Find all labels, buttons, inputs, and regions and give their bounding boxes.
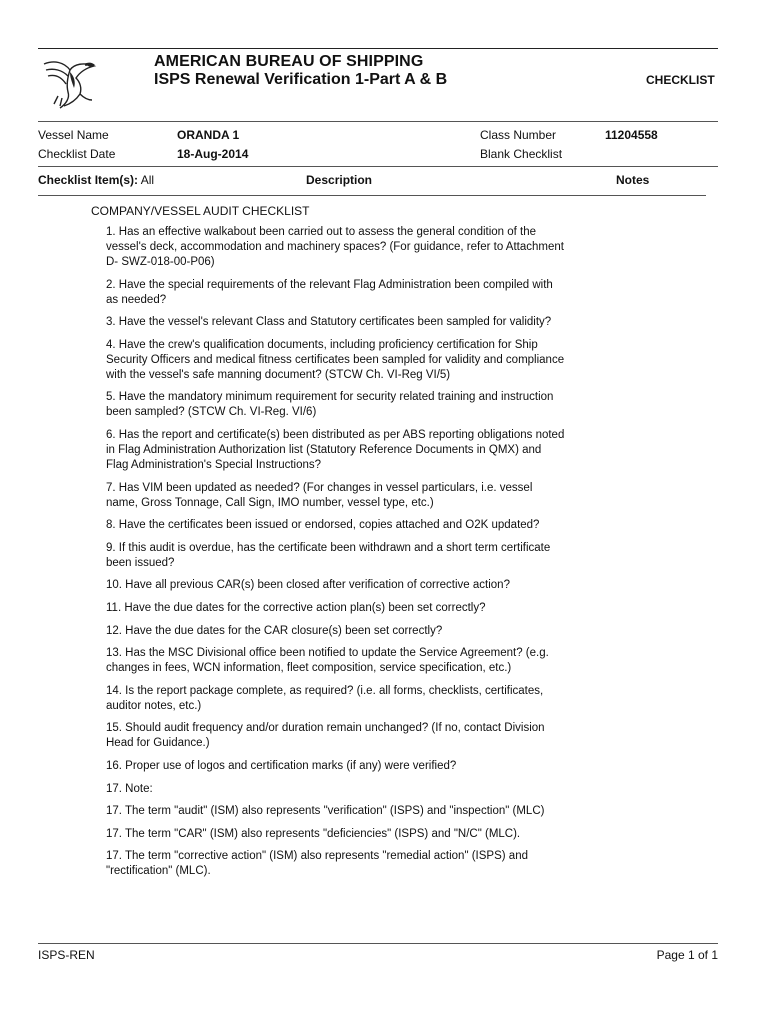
checklist-items-label: Checklist Item(s): [38,173,139,187]
checklist-item: 15. Should audit frequency and/or duration remain unchanged? (If no, contact Division Head for Guidance.) [106,722,545,750]
document-title: ISPS Renewal Verification 1-Part A & B [154,71,448,88]
checklist-item: 17. Note: [106,782,153,795]
checklist-item: 17. The term "audit" (ISM) also represents "verification" (ISPS) and "inspection" (MLC) [106,805,545,818]
class-number-label: Class Number [480,128,557,142]
checklist-item: 13. Has the MSC Divisional office been notified to update the Service Agreement? (e.g. changes in fees, WCN information, fleet composition, service specification, etc.) [106,647,549,675]
checklist-item: 1. Has an effective walkabout been carried out to assess the general condition of the vessel's deck, accommodation and machinery spaces? (For guidance, refer to Attachment D- SWZ-018-00-P06) [106,226,564,268]
document-type: CHECKLIST [646,73,715,87]
checklist-item: 3. Have the vessel's relevant Class and Statutory certificates been sampled for validity? [106,316,552,329]
blank-checklist-label: Blank Checklist [480,147,563,161]
checklist-items-list [106,225,566,887]
eagle-logo-icon [40,56,98,110]
checklist-date-label: Checklist Date [38,147,116,161]
section-title: COMPANY/VESSEL AUDIT CHECKLIST [91,204,310,218]
header-bottom-rule [38,121,718,122]
checklist-item: 5. Have the mandatory minimum requirement for security related training and instruction been sampled? (STCW Ch. VI-Reg. VI/6) [106,391,554,419]
checklist-item: 7. Has VIM been updated as needed? (For changes in vessel particulars, i.e. vessel name, Gross Tonnage, Call Sign, IMO number, vessel type, etc.) [106,481,533,509]
checklist-item: 6. Has the report and certificate(s) been distributed as per ABS reporting obligations noted in Flag Administration Authorization list (Statutory Reference Documents in QMX) and Flag Administration's Special Instructions? [106,428,565,471]
checklist-item: 11. Have the due dates for the corrective action plan(s) been set correctly? [106,601,486,614]
checklist-item: 2. Have the special requirements of the relevant Flag Administration been compiled with as needed? [106,278,553,306]
header-top-rule [38,48,718,49]
organization-name: AMERICAN BUREAU OF SHIPPING [154,53,424,70]
checklist-items-value: All [140,173,155,187]
class-number-value: 11204558 [605,128,658,142]
checklist-item: 10. Have all previous CAR(s) been closed after verification of corrective action? [106,579,510,592]
description-header: Description [306,173,373,187]
checklist-date-value: 18-Aug-2014 [177,147,249,161]
vessel-name-label: Vessel Name [38,128,109,142]
checklist-item: 16. Proper use of logos and certification marks (if any) were verified? [106,759,457,772]
info-bottom-rule [38,166,718,167]
checklist-item: 4. Have the crew's qualification documents, including proficiency certification for Ship Security Officers and medical fitness certificates been sampled for validity and compliance with the vessel's safe manning document? (STCW Ch. VI-Reg VI/5) [106,338,565,381]
notes-header: Notes [616,173,650,187]
checklist-item: 8. Have the certificates been issued or endorsed, copies attached and O2K updated? [106,519,540,532]
checklist-item: 9. If this audit is overdue, has the certificate been withdrawn and a short term certificate been issued? [106,541,551,569]
footer-rule [38,943,718,944]
checklist-items-header [38,173,154,187]
checklist-item: 17. The term "CAR" (ISM) also represents "deficiencies" (ISPS) and "N/C" (MLC). [106,827,521,840]
checklist-item: 17. The term "corrective action" (ISM) also represents "remedial action" (ISPS) and "rectification" (MLC). [106,850,528,878]
checklist-item: 12. Have the due dates for the CAR closure(s) been set correctly? [106,624,443,637]
column-header-rule [38,195,706,196]
footer-code: ISPS-REN [38,948,95,962]
checklist-item: 14. Is the report package complete, as required? (i.e. all forms, checklists, certificates, auditor notes, etc.) [106,684,544,712]
vessel-name-value: ORANDA 1 [177,128,240,142]
page-number: Page 1 of 1 [656,948,718,962]
